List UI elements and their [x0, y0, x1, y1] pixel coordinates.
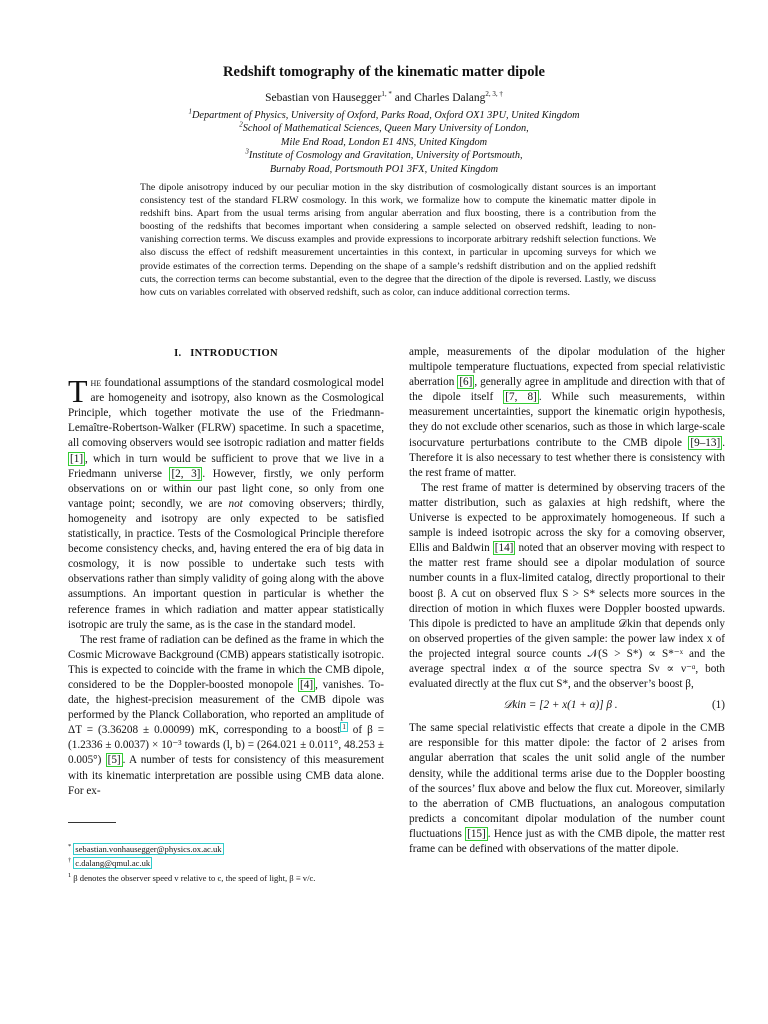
equation-number: (1) [711, 699, 725, 712]
citation-link[interactable]: [9–13] [690, 436, 721, 449]
citation-link[interactable]: [7, 8] [505, 391, 537, 404]
abstract [140, 181, 656, 299]
footnote-text: β denotes the observer speed v relative to c, the speed of light, β ≡ v/c. [73, 872, 316, 883]
email-link[interactable]: sebastian.vonhausegger@physics.ox.ac.uk [75, 843, 222, 854]
footnote: * sebastian.vonhausegger@physics.ox.ac.uk [68, 843, 222, 854]
paragraph: The rest frame of radiation can be defined as the frame in which the Cosmic Microwave Background (CMB) appears statistically isotropic. This is expected to coincide with the frame in which the CMB dipole, considered to be the Doppler-boosted monopole [4] , vanishes. To-date, the highest-precision measurement of the CMB dipole was performed by the Planck Collaboration, who reported an amplitude of ΔT = (3.36208 ± 0.00099) mK, corresponding to a boost $^1$ of β = (1.2336 ± 0.0037) × 10⁻³ towards (l, b) = (264.021 ± 0.011°, 48.253 ± 0.005°) [5] . A number of tests for consistency of this measurement with its kinematic interpretation are possible using CMB data alone. For ex- [68, 633, 385, 797]
footnote-divider [68, 822, 116, 823]
section-heading: I. INTRODUCTION [174, 348, 278, 359]
citation-link[interactable]: [14] [494, 542, 514, 555]
email-link[interactable]: c.dalang@qmul.ac.uk [75, 858, 151, 869]
author-marks[interactable]: 1, * [381, 90, 392, 99]
footnote: $^1$ β denotes the observer speed v relative to c, the speed of light, β ≡ v/c. [68, 871, 316, 883]
affiliation-line: $^3$Institute of Cosmology and Gravitation, University of Portsmouth, [245, 147, 523, 162]
affiliation-line: Mile End Road, London E1 4NS, United Kingdom [280, 136, 488, 148]
paragraph: The rest frame of matter is determined by observing tracers of the matter distribution, such as galaxies at high redshift, where the Universe is expected to be approximately homogeneous. If such a sample is indeed isotropic across the sky for a comoving observer, Ellis and Baldwin [14] noted that an observer moving with respect to the matter rest frame should see a dipolar modulation of source number counts in a flux-limited catalog, directly proportional to their boost β. A cut on observed flux S > S* selects more sources in the direction of motion in which fluxes were Doppler boosted upwards. This dipole is predicted to have an amplitude 𝒟kin that depends only on observed properties of the given sample: the power law index x of the projected integral source counts 𝒩(S > S*) ∝ S*⁻ˣ and the average spectral index α of the source spectra Sν ∝ ν⁻ᵅ, both evaluated directly at the flux cut S*, and the observer’s boost β, [409, 481, 725, 691]
drop-cap: T [68, 373, 88, 410]
citation-link[interactable]: [1] [70, 452, 84, 465]
affiliation-line: Burnaby Road, Portsmouth PO1 3FX, United Kingdom [269, 163, 499, 175]
abstract-text: The dipole anisotropy induced by our peculiar motion in the sky distribution of cosmologically distant sources is an important consistency test of the standard FLRW cosmology. In this work, we formalize how to compute the kinematic matter dipole in redshift bins. Apart from the usual terms arising from angular aberration and flux boosting, there is a contribution from the boosting of the redshifts that becomes important when considering a sample selected on observed redshift, leading to non-vanishing correction terms. We discuss examples and provide expressions to incorporate arbitrary redshift selection functions. We also discuss the effect of redshift measurement uncertainties in this context, in particular in upcoming surveys for which we provide estimates of the correction terms. Depending on the shape of a sample’s redshift distribution and on the applied redshift cuts, the correction terms can become substantial, even to the degree that the direction of the dipole is reversed. Lastly, we discuss how cuts on variables correlated with observed redshift, such as color, can induce additional correction terms. [140, 182, 656, 298]
paragraph: ample, measurements of the dipolar modulation of the higher multipole temperature fluctuations, expected from special relativistic aberration [6] , generally agree in amplitude and direction with that of the dipole itself [7, 8] . While such measurements, within measurement uncertainties, support the kinematic origin hypothesis, they do not exclude other scenarios, such as those in which large-scale isocurvature perturbations contribute to the CMB dipole [9–13] . Therefore it is also necessary to test whether there is consistency with the rest frame of matter. [409, 346, 725, 479]
footnote: † c.dalang@qmul.ac.uk [68, 857, 151, 869]
author-connector: and [391, 92, 415, 104]
affiliations [0, 109, 768, 176]
paper-title: Redshift tomography of the kinematic matter dipole [223, 64, 545, 80]
citation-link[interactable]: [6] [459, 376, 473, 389]
citation-link[interactable]: [15] [467, 827, 486, 840]
equation-expression: 𝒟kin = [2 + x(1 + α)] β . [503, 699, 618, 712]
author-name: Sebastian von Hausegger [265, 92, 382, 104]
paragraph: The same special relativistic effects that create a dipole in the CMB are responsible for this matter dipole: the factor of 2 arises from angular aberration that scales the unit solid angle of the number density, while the additional terms arise due to the Doppler boosting of the sources’ flux above and below the flux cut. Moreover, similarly to the aberration of CMB fluctuations, an analogous computation predicts a concomitant dipolar modulation of the number count fluctuations [15] . Hence just as with the CMB dipole, the matter rest frame can be defined with observations of the matter dipole. [409, 722, 725, 855]
footnotes [68, 841, 388, 884]
author-line [0, 92, 768, 104]
right-column [409, 345, 725, 857]
citation-link[interactable]: [4] [300, 678, 314, 691]
author-marks[interactable]: 2, 3, † [485, 90, 503, 99]
affiliation-line: $^2$School of Mathematical Sciences, Queen Mary University of London, [239, 120, 529, 135]
equation [409, 698, 725, 713]
paragraph: The foundational assumptions of the standard cosmological model are homogeneity and isotropy, also known as the Cosmological Principle, which together motivate the use of the Friedmann-Lemaître-Robertson-Walker (FLRW) spacetime. In such a spacetime, all comoving observers would see isotropic radiation and matter fields [1] , which in turn would be sufficient to prove that we live in a Friedmann universe [2, 3] . However, firstly, we only perform observations on or within our past light cone, so only from one vantage point; secondly, we are not comoving observers; thirdly, homogeneity and isotropy are only expected to be satisfied statistically, in practice. Tests of the Cosmological Principle therefore become consistency checks, and, having entered the era of big data in cosmology, it is now possible to undertake such tests with observations rather than simply validity of going along with the above assumptions. An important question in particular is whether the reference frames in which radiation and matter appear statistically isotropic are truly the same, as is the case in the standard model. [68, 373, 385, 631]
footnote-link[interactable]: 1 [342, 722, 346, 731]
author-name: Charles Dalang [414, 92, 486, 104]
left-column [68, 343, 384, 799]
citation-link[interactable]: [2, 3] [171, 467, 201, 480]
citation-link[interactable]: [5] [107, 754, 121, 767]
affiliation-line: $^1$Department of Physics, University of Oxford, Parks Road, Oxford OX1 3PU, United Kingdom [188, 107, 580, 121]
